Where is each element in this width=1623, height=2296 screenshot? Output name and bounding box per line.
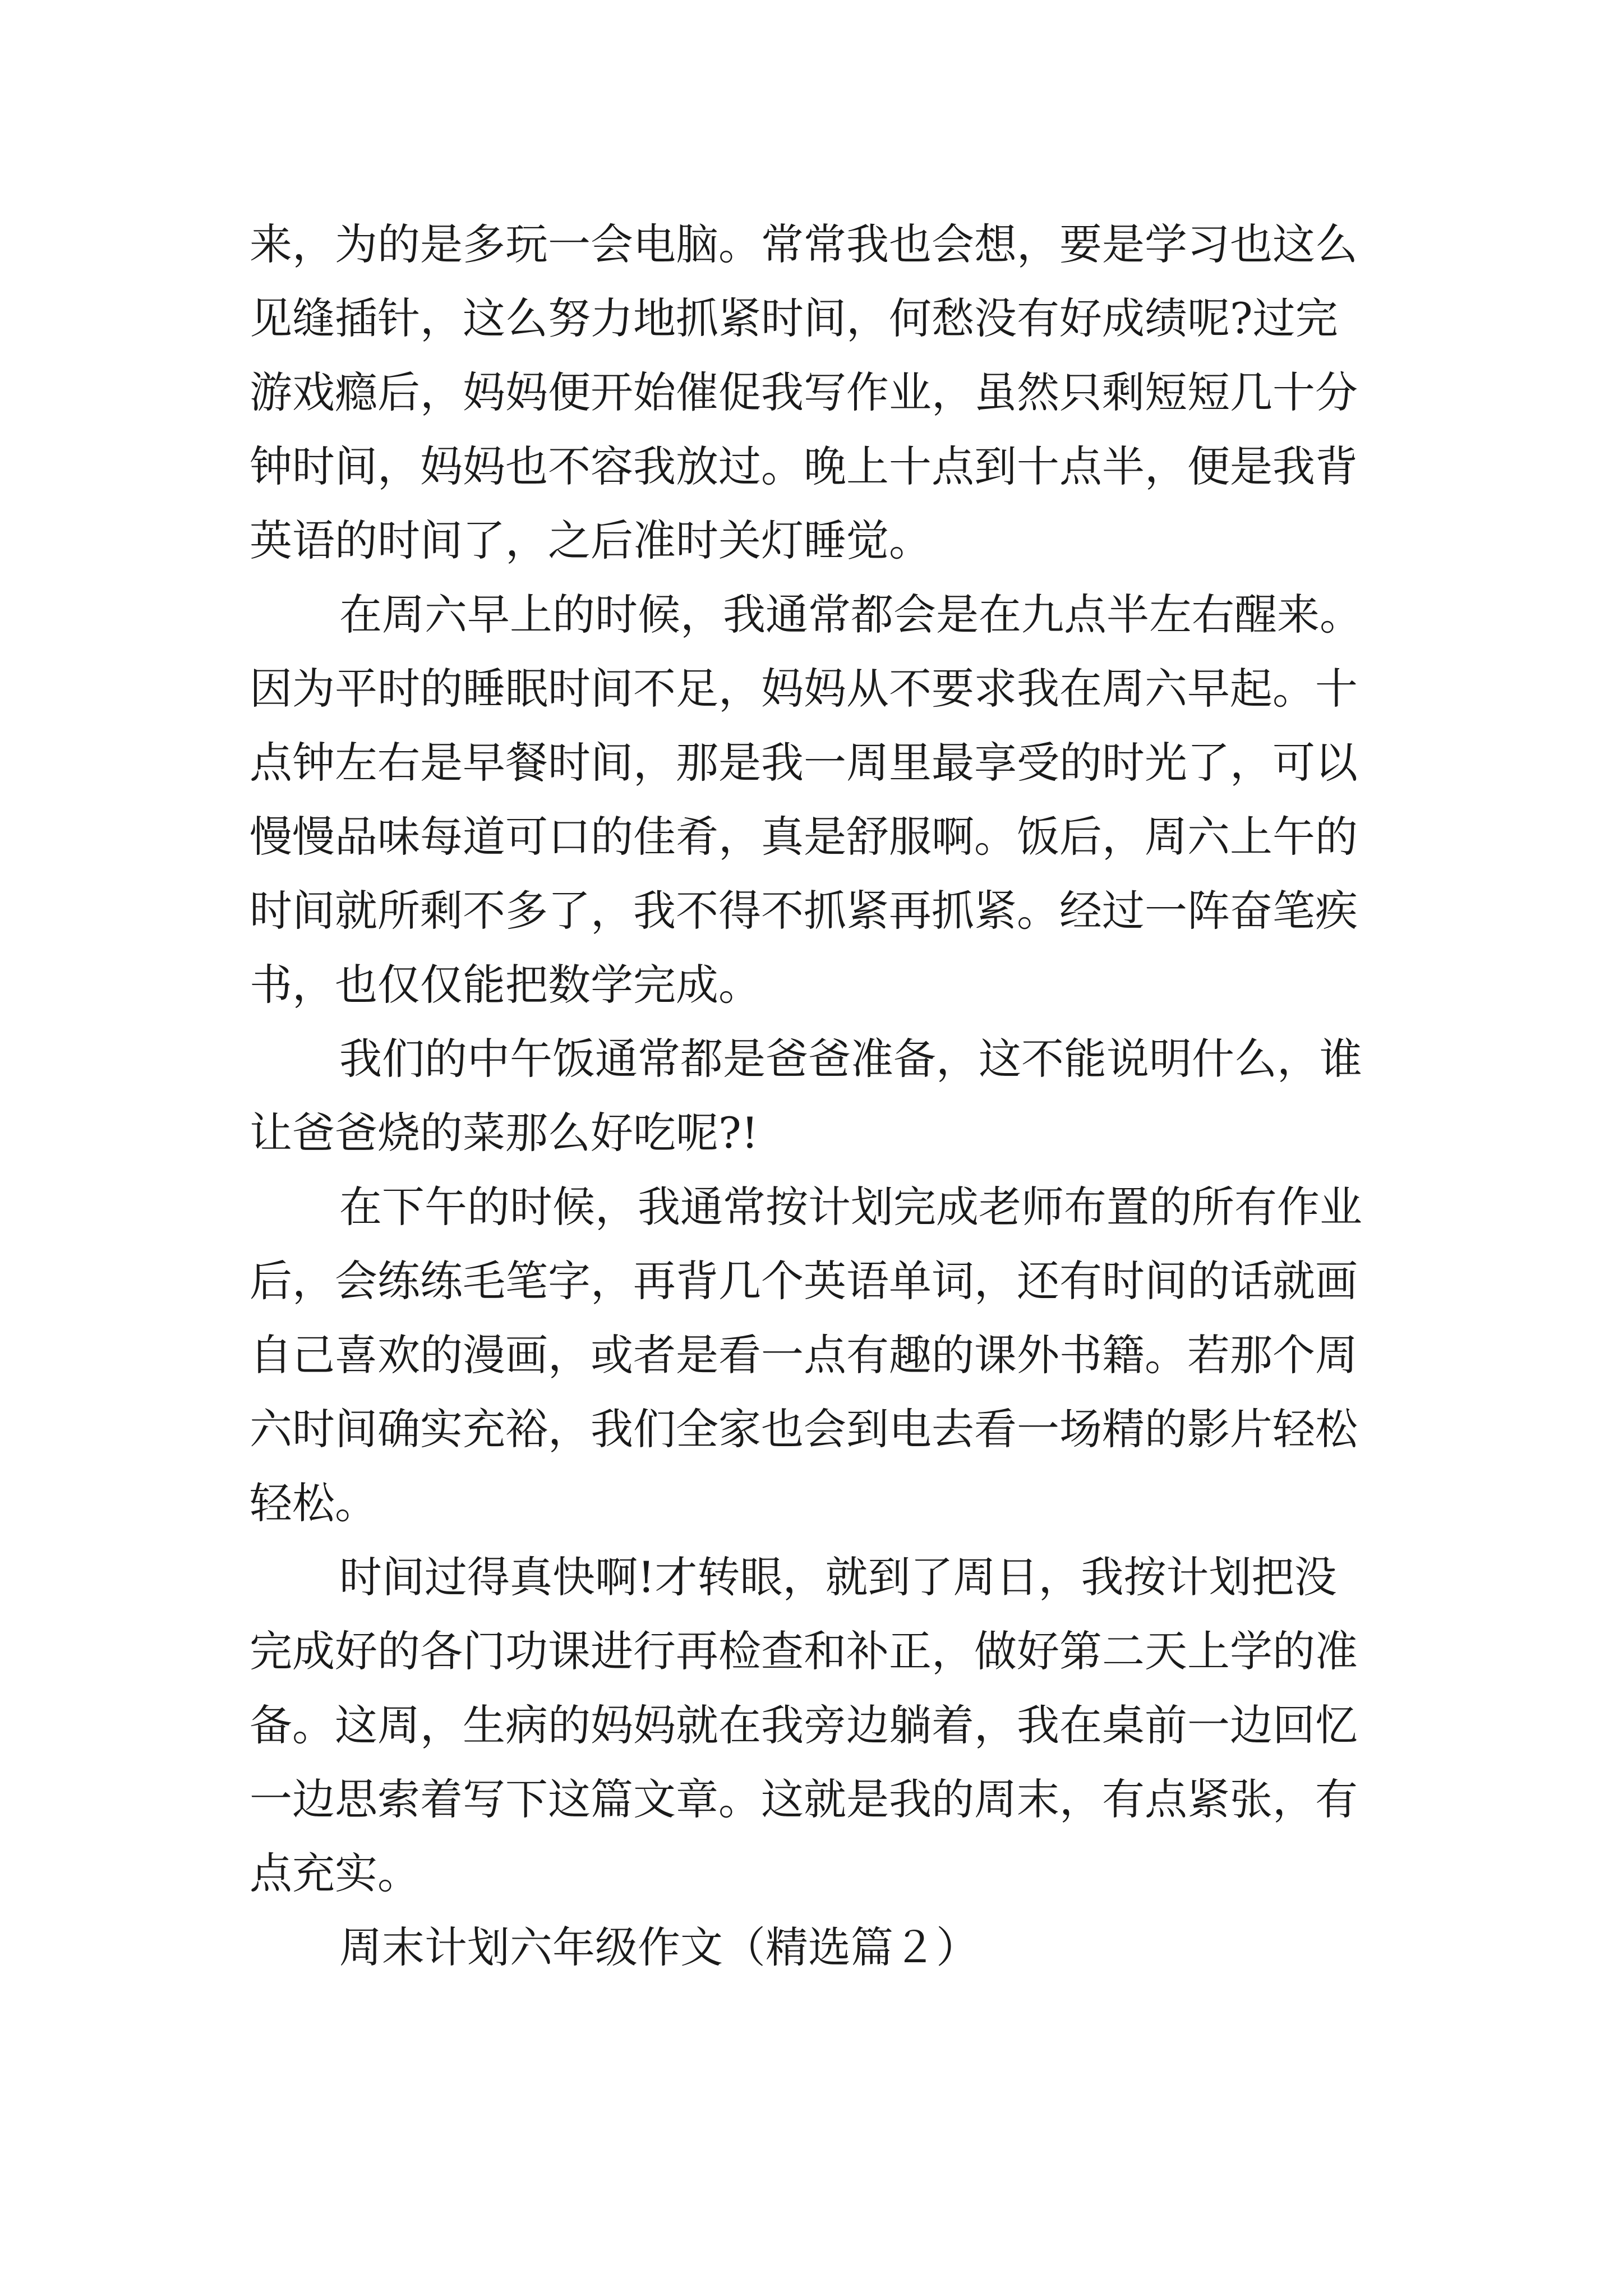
text-line: 六时间确实充裕，我们全家也会到电去看一场精的影片轻松: [250, 1404, 1358, 1454]
text-line: 一边思索着写下这篇文章。这就是我的周末，有点紧张，有: [250, 1774, 1358, 1824]
text-line: 时间就所剩不多了，我不得不抓紧再抓紧。经过一阵奋笔疾: [250, 886, 1358, 936]
text-line: 让爸爸烧的菜那么好吃呢?!: [250, 1108, 759, 1158]
text-line: 点充实。: [250, 1848, 420, 1898]
text-line: 自己喜欢的漫画，或者是看一点有趣的课外书籍。若那个周: [250, 1330, 1358, 1380]
text-line: 点钟左右是早餐时间，那是我一周里最享受的时光了，可以: [250, 738, 1358, 788]
text-line: 来，为的是多玩一会电脑。常常我也会想，要是学习也这么: [250, 219, 1358, 269]
text-line: 英语的时间了，之后准时关灯睡觉。: [250, 516, 932, 565]
paragraph-start-line: 时间过得真快啊!才转眼，就到了周日，我按计划把没: [339, 1552, 1337, 1602]
paragraph-start-line: 在下午的时候，我通常按计划完成老师布置的所有作业: [339, 1182, 1362, 1232]
text-line: 慢慢品味每道可口的佳肴，真是舒服啊。饭后，周六上午的: [250, 812, 1358, 862]
paragraph-start-line: 我们的中午饭通常都是爸爸准备，这不能说明什么，谁: [339, 1034, 1362, 1084]
text-line: 因为平时的睡眠时间不足，妈妈从不要求我在周六早起。十: [250, 664, 1358, 714]
text-line: 游戏瘾后，妈妈便开始催促我写作业，虽然只剩短短几十分: [250, 367, 1358, 417]
text-line: 备。这周，生病的妈妈就在我旁边躺着，我在桌前一边回忆: [250, 1700, 1358, 1750]
text-line: 完成好的各门功课进行再检查和补正，做好第二天上学的准: [250, 1626, 1358, 1676]
document-page: [250, 208, 1382, 1985]
paragraph-start-line: 在周六早上的时候，我通常都会是在九点半左右醒来。: [339, 590, 1362, 639]
text-line: 轻松。: [250, 1478, 377, 1528]
section-heading: 周末计划六年级作文（精选篇２）: [339, 1922, 979, 1972]
text-line: 见缝插针，这么努力地抓紧时间，何愁没有好成绩呢?过完: [250, 293, 1338, 343]
text-line: 钟时间，妈妈也不容我放过。晚上十点到十点半，便是我背: [250, 441, 1358, 491]
text-line: 后，会练练毛笔字，再背几个英语单词，还有时间的话就画: [250, 1256, 1358, 1306]
text-line: 书，也仅仅能把数学完成。: [250, 960, 761, 1010]
